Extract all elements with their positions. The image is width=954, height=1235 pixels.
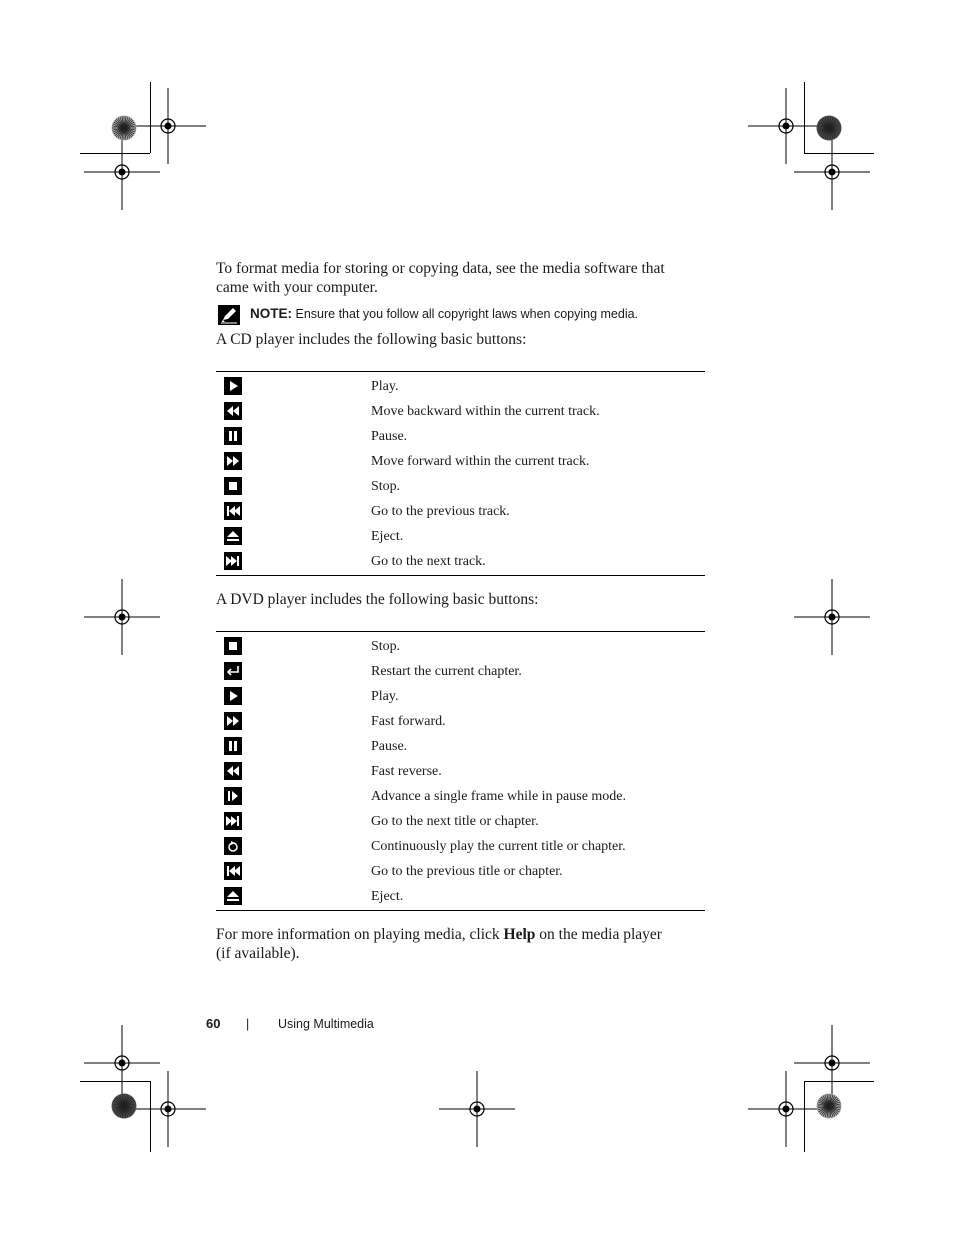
crosshair-mark-icon (84, 579, 160, 655)
crop-line (804, 1081, 805, 1152)
crop-line (804, 153, 874, 154)
dvd-intro: A DVD player includes the following basic buttons: (216, 591, 539, 608)
cd-table-top-rule (216, 371, 705, 372)
note-pencil-icon (218, 305, 240, 325)
intro-paragraph (216, 259, 665, 297)
previous-track-icon (224, 502, 242, 520)
play-icon (224, 377, 242, 395)
rewind-icon (224, 402, 242, 420)
dvd-table-bottom-rule (216, 910, 705, 911)
note-text: Ensure that you follow all copyright laws when copying media. (295, 307, 639, 321)
dvd-button-description: Go to the next title or chapter. (371, 814, 539, 829)
cd-button-description: Eject. (371, 529, 404, 544)
cd-button-description: Go to the next track. (371, 554, 486, 569)
dvd-button-row (216, 634, 705, 659)
rewind-icon (224, 762, 242, 780)
cd-button-row (216, 424, 705, 449)
pause-icon (224, 737, 242, 755)
crosshair-mark-icon (794, 134, 870, 210)
cd-button-description: Move backward within the current track. (371, 404, 600, 419)
cd-button-row (216, 399, 705, 424)
outro-paragraph (216, 925, 662, 963)
cd-button-row (216, 549, 705, 574)
intro-line-1: To format media for storing or copying data, see the media software that (216, 260, 665, 277)
stop-icon (224, 637, 242, 655)
pause-icon (224, 427, 242, 445)
crosshair-mark-icon (439, 1071, 515, 1147)
outro-line-1 (216, 925, 662, 944)
crop-line (150, 82, 151, 153)
cd-button-description: Stop. (371, 479, 401, 494)
cd-button-description: Play. (371, 379, 399, 394)
note-label: NOTE: (250, 306, 292, 321)
next-track-icon (224, 812, 242, 830)
dvd-button-description: Go to the previous title or chapter. (371, 864, 563, 879)
stop-icon (224, 477, 242, 495)
eject-icon (224, 887, 242, 905)
restart-chapter-icon (224, 662, 242, 680)
cd-button-row (216, 474, 705, 499)
dvd-button-row (216, 684, 705, 709)
dvd-button-row (216, 859, 705, 884)
crosshair-mark-icon (794, 579, 870, 655)
dvd-button-row (216, 759, 705, 784)
starburst-mark-icon (111, 115, 137, 141)
frame-advance-icon (224, 787, 242, 805)
cd-button-row (216, 374, 705, 399)
page-number: 60 (206, 1016, 221, 1031)
dvd-button-row (216, 709, 705, 734)
crop-line (804, 82, 805, 153)
cd-button-description: Pause. (371, 429, 408, 444)
fast-forward-icon (224, 712, 242, 730)
play-icon (224, 687, 242, 705)
crosshair-mark-icon (794, 1025, 870, 1101)
fast-forward-icon (224, 452, 242, 470)
dvd-button-description: Continuously play the current title or chapter. (371, 839, 626, 854)
cd-button-row (216, 499, 705, 524)
dvd-button-description: Stop. (371, 639, 401, 654)
dvd-button-description: Eject. (371, 889, 404, 904)
previous-track-icon (224, 862, 242, 880)
dvd-table-top-rule (216, 631, 705, 632)
dvd-button-row (216, 809, 705, 834)
footer-section-title: Using Multimedia (278, 1017, 374, 1031)
dvd-button-row (216, 884, 705, 909)
crosshair-mark-icon (84, 134, 160, 210)
dvd-button-row (216, 659, 705, 684)
outro-text-start: For more information on playing media, click (216, 926, 504, 943)
cd-intro: A CD player includes the following basic buttons: (216, 331, 527, 348)
cd-button-row (216, 524, 705, 549)
outro-text-end: on the media player (535, 926, 662, 943)
dvd-button-row (216, 834, 705, 859)
crop-line (150, 1081, 151, 1152)
eject-icon (224, 527, 242, 545)
dvd-button-description: Pause. (371, 739, 408, 754)
crop-line (80, 1081, 150, 1082)
dvd-button-description: Play. (371, 689, 399, 704)
outro-line-2: (if available). (216, 945, 300, 962)
cd-button-description: Move forward within the current track. (371, 454, 590, 469)
cd-button-description: Go to the previous track. (371, 504, 510, 519)
dvd-button-row (216, 784, 705, 809)
crop-line (80, 153, 150, 154)
repeat-icon (224, 837, 242, 855)
crosshair-mark-icon (130, 1071, 206, 1147)
dvd-button-row (216, 734, 705, 759)
dvd-button-description: Restart the current chapter. (371, 664, 522, 679)
next-track-icon (224, 552, 242, 570)
dvd-button-description: Fast forward. (371, 714, 446, 729)
help-keyword: Help (503, 926, 536, 943)
dvd-button-description: Fast reverse. (371, 764, 442, 779)
cd-table-bottom-rule (216, 575, 705, 576)
footer-separator: | (246, 1017, 250, 1031)
cd-button-row (216, 449, 705, 474)
note (250, 306, 638, 322)
starburst-mark-icon (816, 1093, 842, 1119)
dvd-button-description: Advance a single frame while in pause mode. (371, 789, 627, 804)
crop-line (804, 1081, 874, 1082)
intro-line-2: came with your computer. (216, 279, 378, 296)
starburst-mark-icon (816, 115, 842, 141)
starburst-mark-icon (111, 1093, 137, 1119)
